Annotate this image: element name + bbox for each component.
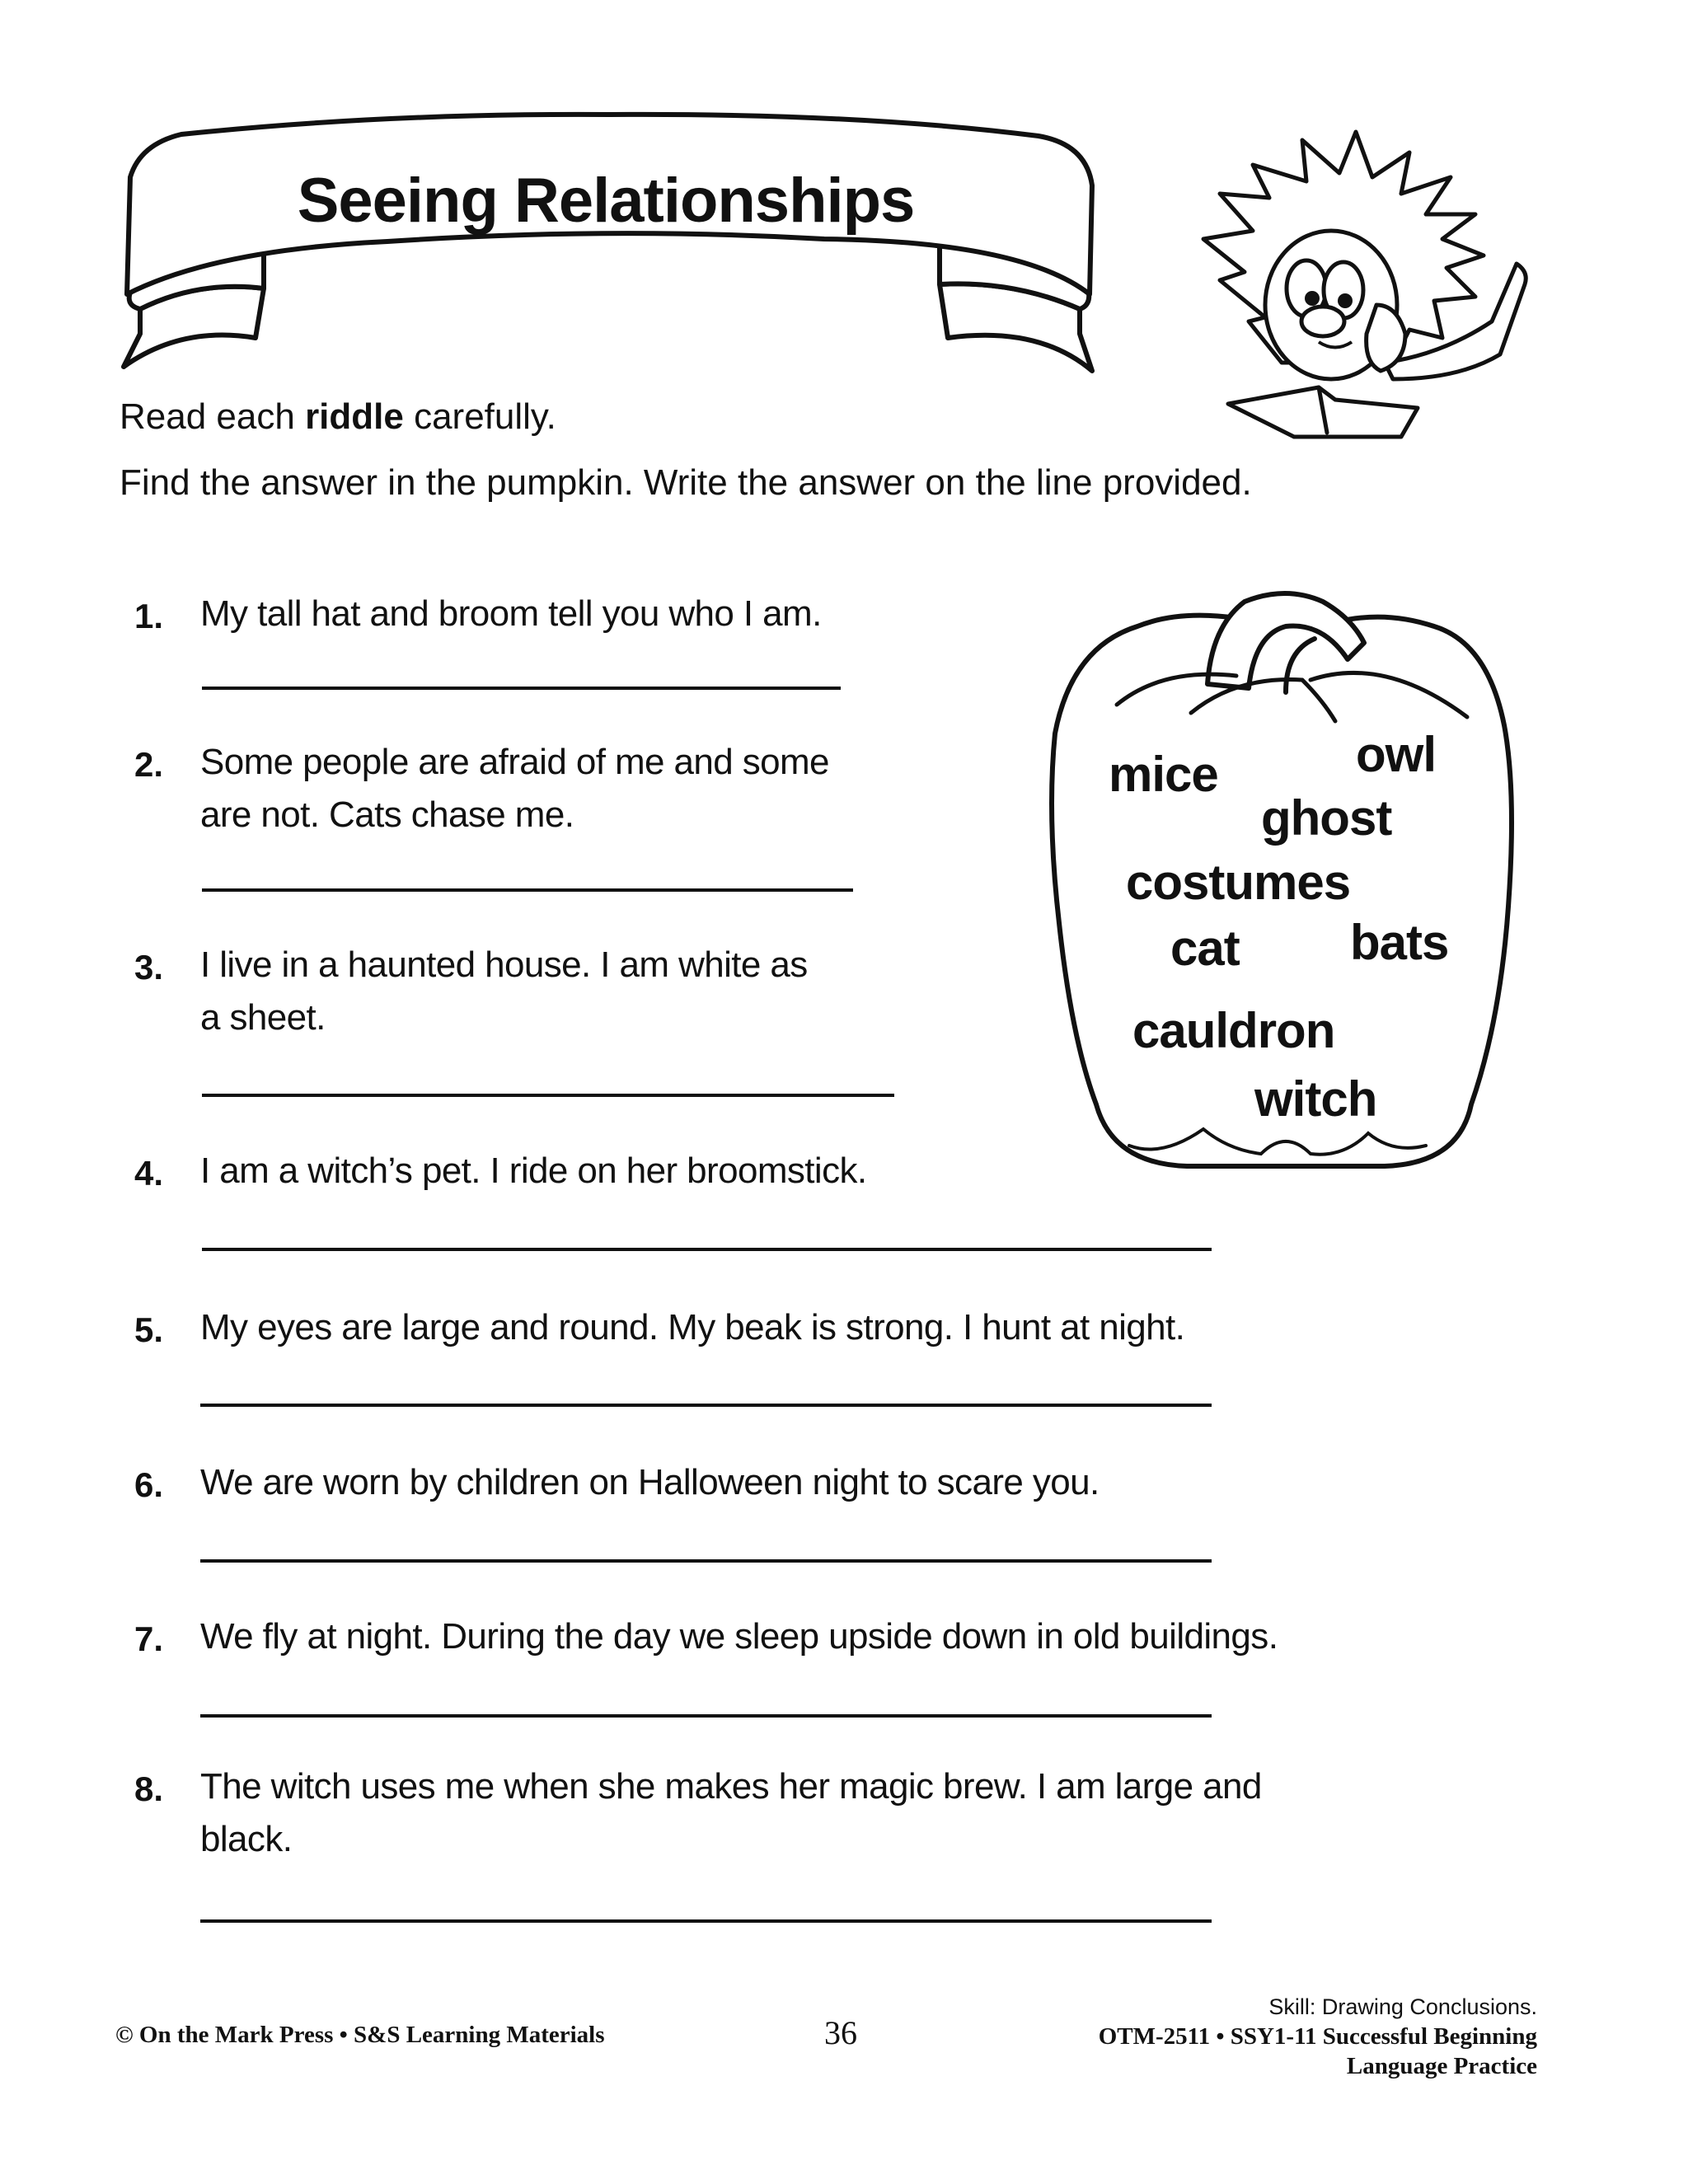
answer-line-1[interactable] [202,687,841,690]
riddle-number: 8. [134,1769,164,1808]
riddle-number: 7. [134,1619,164,1658]
emphasis-riddle: riddle [305,396,404,437]
riddle-text: My eyes are large and round. My beak is strong. I hunt at night. [200,1307,1185,1347]
answer-line-7[interactable] [200,1714,1212,1718]
footer-skill: Skill: Drawing Conclusions. [1268,1994,1537,2019]
riddle-text: I am a witch’s pet. I ride on her broomstick. [200,1151,867,1191]
word-bank-mice: mice [1109,747,1218,802]
answer-line-4[interactable] [202,1248,1212,1251]
instruction-find: Find the answer in the pumpkin. Write the answer on the line provided. [120,462,1252,503]
riddle-number: 6. [134,1465,164,1504]
answer-line-5[interactable] [200,1404,1212,1407]
reading-kid-icon [1170,115,1533,445]
answer-line-8[interactable] [200,1919,1212,1923]
riddle-text: We fly at night. During the day we sleep upside down in old buildings. [200,1616,1278,1657]
word-bank-costumes: costumes [1126,855,1351,910]
riddle-number: 2. [134,745,164,784]
answer-line-3[interactable] [202,1094,894,1097]
riddle-text: I live in a haunted house. I am white as a sheet. [200,944,808,1038]
page-title: Seeing Relationships [297,166,915,236]
riddle-number: 3. [134,948,164,987]
riddle-text: Some people are afraid of me and some are not. Cats chase me. [200,742,829,835]
answer-line-6[interactable] [200,1559,1212,1563]
footer-publisher: © On the Mark Press • S&S Learning Materials [115,2022,605,2048]
instruction-read: Read each riddle carefully. [120,396,556,437]
word-bank-witch: witch [1254,1071,1377,1127]
word-bank-bats: bats [1350,915,1449,970]
word-bank-ghost: ghost [1261,790,1392,846]
riddle-number: 5. [134,1310,164,1349]
title-banner-icon [115,103,1104,375]
word-bank-owl: owl [1356,727,1436,782]
riddle-number: 1. [134,597,164,635]
page-number: 36 [824,2014,857,2051]
riddle-text: My tall hat and broom tell you who I am. [200,593,822,634]
riddle-text: We are worn by children on Halloween night to scare you. [200,1462,1100,1502]
word-bank-cat: cat [1170,921,1240,976]
answer-line-2[interactable] [202,888,853,892]
riddle-number: 4. [134,1154,164,1193]
riddle-text: The witch uses me when she makes her magic brew. I am large and black. [200,1766,1262,1859]
word-bank-cauldron: cauldron [1132,1003,1335,1058]
footer-product-line-1: OTM-2511 • SSY1-11 Successful Beginning [1098,2023,1537,2050]
footer-product-line-2: Language Practice [1346,2053,1537,2079]
